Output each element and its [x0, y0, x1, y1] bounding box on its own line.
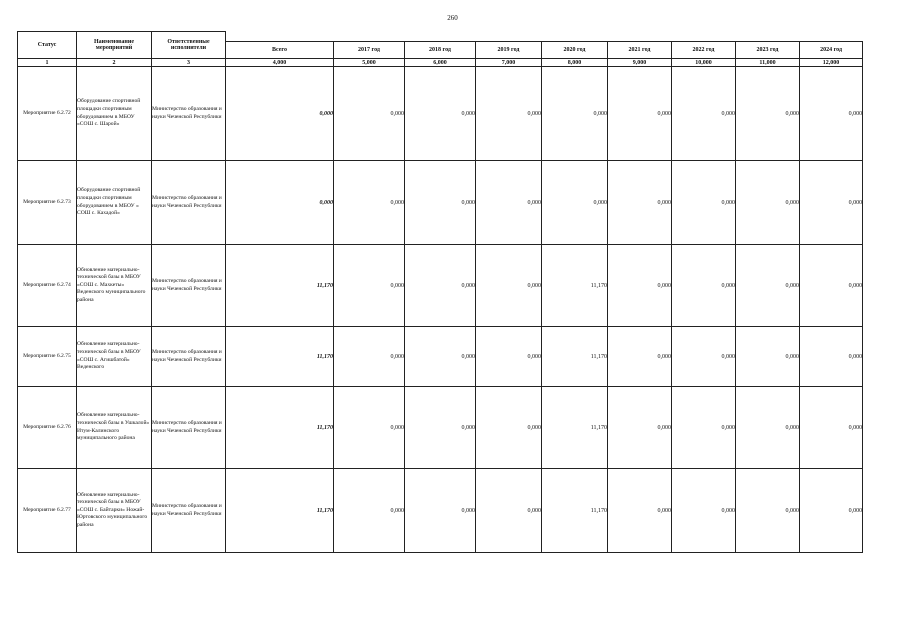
- row-year-value: 0,000: [672, 245, 736, 327]
- row-year-value: 11,170: [542, 245, 608, 327]
- header-year: 2017 год: [334, 42, 405, 59]
- row-year-value: 0,000: [542, 161, 608, 245]
- page-number: 260: [447, 14, 458, 22]
- row-name: Обновление материально-технической базы в МБОУ «СОШ с. Агишбатой» Веденского: [77, 327, 152, 387]
- row-year-value: 0,000: [476, 327, 542, 387]
- row-year-value: 0,000: [736, 245, 800, 327]
- row-year-value: 0,000: [334, 469, 405, 553]
- row-total: 11,170: [226, 245, 334, 327]
- row-total: 0,000: [226, 161, 334, 245]
- table-row: [18, 67, 863, 161]
- column-number: 5,000: [334, 59, 405, 67]
- column-number: 3: [152, 59, 226, 67]
- header-executors: Ответственные исполнители: [152, 32, 226, 59]
- row-year-value: 11,170: [542, 469, 608, 553]
- row-year-value: 0,000: [736, 67, 800, 161]
- row-year-value: 0,000: [608, 245, 672, 327]
- column-number: 7,000: [476, 59, 542, 67]
- row-year-value: 11,170: [542, 327, 608, 387]
- row-status: Мероприятие 6.2.74: [18, 245, 77, 327]
- row-total: 11,170: [226, 387, 334, 469]
- row-year-value: 0,000: [736, 327, 800, 387]
- row-year-value: 11,170: [542, 387, 608, 469]
- header-year: 2022 год: [672, 42, 736, 59]
- row-year-value: 0,000: [405, 67, 476, 161]
- row-executor: Министерство образования и науки Чеченской Республики: [152, 161, 226, 245]
- header-name: Наименование мероприятий: [77, 32, 152, 59]
- row-year-value: 0,000: [476, 161, 542, 245]
- header-year: 2019 год: [476, 42, 542, 59]
- column-number: 12,000: [800, 59, 863, 67]
- row-year-value: 0,000: [476, 387, 542, 469]
- column-number-row: [18, 59, 863, 67]
- row-year-value: 0,000: [334, 245, 405, 327]
- row-executor: Министерство образования и науки Чеченской Республики: [152, 387, 226, 469]
- column-number: 2: [77, 59, 152, 67]
- row-year-value: 0,000: [736, 387, 800, 469]
- row-name: Обновление материально-технической базы в МБОУ «СОШ с. Байтарки» Ножай-Юртовского муниципального района: [77, 469, 152, 553]
- header-year: 2024 год: [800, 42, 863, 59]
- row-year-value: 0,000: [542, 67, 608, 161]
- row-total: 0,000: [226, 67, 334, 161]
- row-year-value: 0,000: [608, 327, 672, 387]
- row-year-value: 0,000: [800, 245, 863, 327]
- row-year-value: 0,000: [608, 469, 672, 553]
- row-status: Мероприятие 6.2.72: [18, 67, 77, 161]
- header-total: Всего: [226, 42, 334, 59]
- row-executor: Министерство образования и науки Чеченской Республики: [152, 245, 226, 327]
- row-year-value: 0,000: [334, 67, 405, 161]
- row-year-value: 0,000: [405, 387, 476, 469]
- row-year-value: 0,000: [334, 161, 405, 245]
- row-year-value: 0,000: [672, 161, 736, 245]
- row-executor: Министерство образования и науки Чеченской Республики: [152, 67, 226, 161]
- row-year-value: 0,000: [608, 161, 672, 245]
- column-number: 9,000: [608, 59, 672, 67]
- row-year-value: 0,000: [672, 469, 736, 553]
- table-row: [18, 327, 863, 387]
- table-row: [18, 245, 863, 327]
- row-year-value: 0,000: [405, 161, 476, 245]
- table-row: [18, 387, 863, 469]
- row-year-value: 0,000: [476, 245, 542, 327]
- row-name: Обновление материально-технической базы в МБОУ «СОШ с. Махкеты» Веденского муниципального района: [77, 245, 152, 327]
- row-status: Мероприятие 6.2.76: [18, 387, 77, 469]
- header-year: 2023 год: [736, 42, 800, 59]
- row-status: Мероприятие 6.2.77: [18, 469, 77, 553]
- row-year-value: 0,000: [608, 67, 672, 161]
- row-year-value: 0,000: [800, 469, 863, 553]
- column-number: 8,000: [542, 59, 608, 67]
- row-year-value: 0,000: [334, 327, 405, 387]
- row-year-value: 0,000: [405, 327, 476, 387]
- row-year-value: 0,000: [736, 161, 800, 245]
- program-table: [17, 31, 863, 553]
- header-year: 2020 год: [542, 42, 608, 59]
- row-year-value: 0,000: [476, 469, 542, 553]
- row-year-value: 0,000: [672, 327, 736, 387]
- row-executor: Министерство образования и науки Чеченской Республики: [152, 327, 226, 387]
- column-number: 4,000: [226, 59, 334, 67]
- row-total: 11,170: [226, 327, 334, 387]
- row-year-value: 0,000: [736, 469, 800, 553]
- header-funding-span: [226, 32, 863, 42]
- table-row: [18, 469, 863, 553]
- column-number: 6,000: [405, 59, 476, 67]
- column-number: 1: [18, 59, 77, 67]
- row-status: Мероприятие 6.2.75: [18, 327, 77, 387]
- table-row: [18, 161, 863, 245]
- row-executor: Министерство образования и науки Чеченской Республики: [152, 469, 226, 553]
- row-year-value: 0,000: [405, 469, 476, 553]
- row-year-value: 0,000: [672, 387, 736, 469]
- row-year-value: 0,000: [800, 67, 863, 161]
- column-number: 11,000: [736, 59, 800, 67]
- row-year-value: 0,000: [800, 327, 863, 387]
- header-year: 2018 год: [405, 42, 476, 59]
- header-year: 2021 год: [608, 42, 672, 59]
- header-status: Статус: [18, 32, 77, 59]
- row-year-value: 0,000: [476, 67, 542, 161]
- row-name: Оборудование спортивной площадки спортивным оборудованием в МБОУ « СОШ с. Кахадой»: [77, 161, 152, 245]
- row-year-value: 0,000: [800, 161, 863, 245]
- row-name: Обновление материально-технической базы в Ушкалой» Итум-Калинского муниципального района: [77, 387, 152, 469]
- row-total: 11,170: [226, 469, 334, 553]
- row-year-value: 0,000: [334, 387, 405, 469]
- row-name: Оборудование спортивной площадки спортивным оборудованием в МБОУ «СОШ с. Шарой»: [77, 67, 152, 161]
- column-number: 10,000: [672, 59, 736, 67]
- row-status: Мероприятие 6.2.73: [18, 161, 77, 245]
- row-year-value: 0,000: [405, 245, 476, 327]
- row-year-value: 0,000: [672, 67, 736, 161]
- row-year-value: 0,000: [800, 387, 863, 469]
- row-year-value: 0,000: [608, 387, 672, 469]
